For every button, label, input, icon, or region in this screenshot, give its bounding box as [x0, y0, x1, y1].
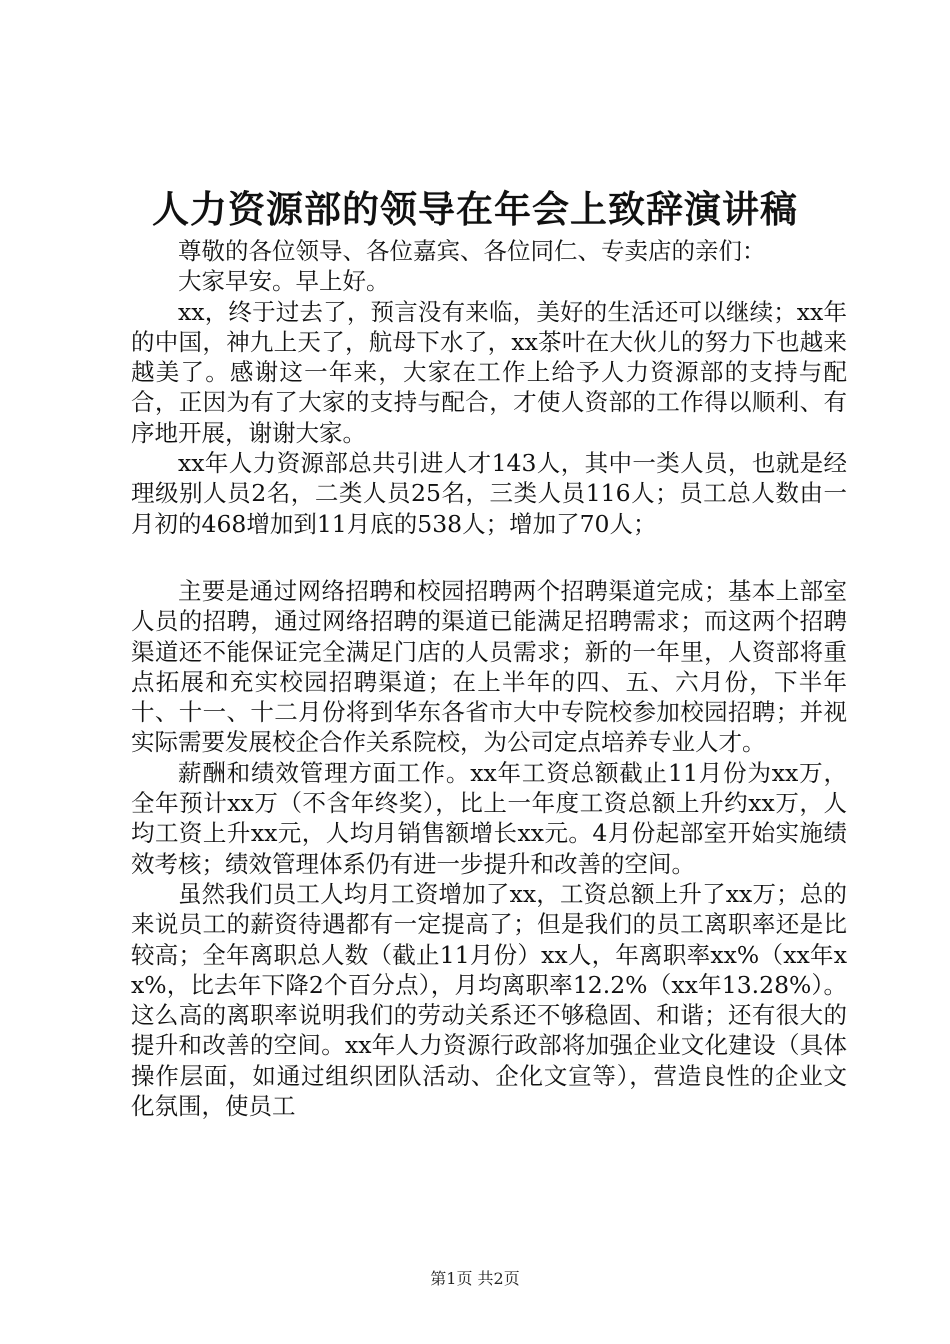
body-paragraph: xx年人力资源部总共引进人才143人，其中一类人员，也就是经理级别人员2名，二类人员25名，三类人员116人；员工总人数由一月初的468增加到11月底的538人；增加了70人；: [131, 449, 847, 538]
body-paragraph: 薪酬和绩效管理方面工作。xx年工资总额截止11月份为xx万，全年预计xx万（不含年终奖），比上一年度工资总额上升约xx万，人均工资上升xx元，人均月销售额增长xx元。4月份起部室开始实施绩效考核；绩效管理体系仍有进一步提升和改善的空间。: [131, 758, 847, 878]
body-paragraph: 主要是通过网络招聘和校园招聘两个招聘渠道完成；基本上部室人员的招聘，通过网络招聘的渠道已能满足招聘需求；而这两个招聘渠道还不能保证完全满足门店的人员需求；新的一年里，人资部将重点拓展和充实校园招聘渠道；在上半年的四、五、六月份，下半年十、十一、十二月份将到华东各省市大中专院校参加校园招聘；并视实际需要发展校企合作关系院校，为公司定点培养专业人才。: [131, 576, 847, 757]
page-number-footer: 第1页 共2页: [430, 1269, 520, 1288]
body-paragraph: 虽然我们员工人均月工资增加了xx，工资总额上升了xx万；总的来说员工的薪资待遇都有一定提高了；但是我们的员工离职率还是比较高；全年离职总人数（截止11月份）xx人，年离职率xx%（xx年xx%，比去年下降2个百分点），月均离职率12.2%（xx年13.28%）。这么高的离职率说明我们的劳动关系还不够稳固、和谐；还有很大的提升和改善的空间。xx年人力资源行政部将加强企业文化建设（具体操作层面，如通过组织团队活动、企化文宣等），营造良性的企业文化氛围，使员工: [131, 879, 847, 1121]
document-body: [131, 236, 847, 1121]
body-paragraph: xx，终于过去了，预言没有来临，美好的生活还可以继续；xx年的中国，神九上天了，航母下水了，xx茶叶在大伙儿的努力下也越来越美了。感谢这一年来，大家在工作上给予人力资源部的支持与配合，正因为有了大家的支持与配合，才使人资部的工作得以顺利、有序地开展，谢谢大家。: [131, 297, 847, 447]
greeting-paragraph: 尊敬的各位领导、各位嘉宾、各位同仁、专卖店的亲们：: [178, 237, 766, 265]
document-title: 人力资源部的领导在年会上致辞演讲稿: [152, 187, 798, 231]
paragraph-spacer: [131, 539, 847, 576]
morning-paragraph: 大家早安。早上好。: [178, 267, 390, 296]
